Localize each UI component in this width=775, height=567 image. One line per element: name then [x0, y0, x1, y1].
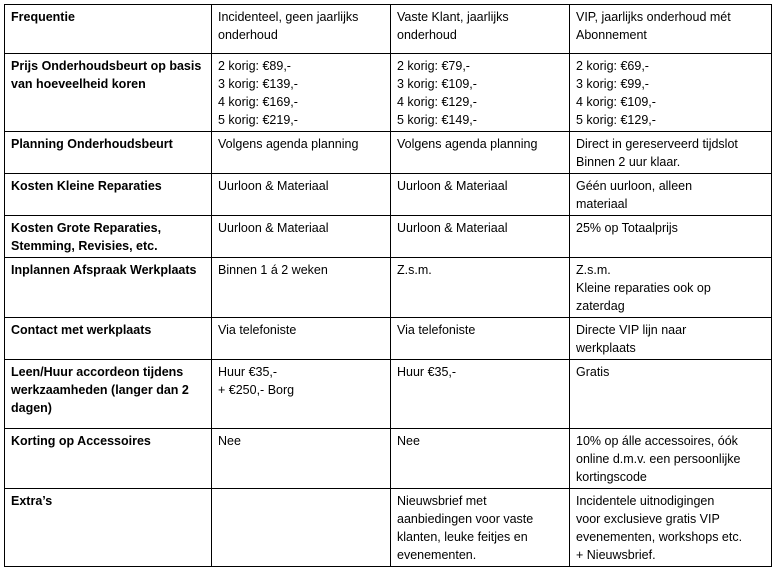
- cell-line: online d.m.v. een persoonlijke: [576, 452, 741, 466]
- header-cell-regular: [391, 5, 570, 54]
- cell-line: Directe VIP lijn naar: [576, 323, 687, 337]
- cell-incidental: [212, 318, 391, 360]
- header-cell-incidental: [212, 5, 391, 54]
- cell-line: 3 korig: €99,-: [576, 77, 649, 91]
- row-label-cell: [5, 132, 212, 174]
- cell-line: Kleine reparaties ook op: [576, 281, 711, 295]
- cell-line: Gratis: [576, 365, 610, 379]
- table-row: [5, 132, 772, 174]
- cell-line: Uurloon & Materiaal: [397, 179, 508, 193]
- cell-regular: [391, 318, 570, 360]
- cell-regular: [391, 54, 570, 132]
- table-row: [5, 54, 772, 132]
- cell-regular: [391, 429, 570, 489]
- cell-line: 3 korig: €139,-: [218, 77, 298, 91]
- cell-vip: [570, 258, 772, 318]
- row-label-cell: [5, 318, 212, 360]
- cell-incidental: [212, 54, 391, 132]
- cell-line: 4 korig: €129,-: [397, 95, 477, 109]
- cell-line: Z.s.m.: [397, 263, 432, 277]
- cell-line: Huur €35,-: [218, 365, 278, 379]
- table-row: [5, 318, 772, 360]
- cell-line: Direct in gereserveerd tijdslot: [576, 137, 738, 151]
- cell-line: 2 korig: €69,-: [576, 59, 649, 73]
- cell-line: 25% op Totaalprijs: [576, 221, 678, 235]
- row-label-line: van hoeveelheid koren: [11, 77, 146, 91]
- header-row: [5, 5, 772, 54]
- cell-line: 5 korig: €129,-: [576, 113, 656, 127]
- table-row: [5, 174, 772, 216]
- row-label-cell: [5, 174, 212, 216]
- table-row: [5, 489, 772, 567]
- cell-line: Huur €35,-: [397, 365, 457, 379]
- cell-line: Uurloon & Materiaal: [397, 221, 508, 235]
- row-label-line: Inplannen Afspraak Werkplaats: [11, 263, 197, 277]
- row-label-line: Kosten Grote Reparaties,: [11, 221, 162, 235]
- cell-line: kortingscode: [576, 470, 647, 484]
- cell-line: Uurloon & Materiaal: [218, 221, 329, 235]
- cell-line: zaterdag: [576, 299, 625, 313]
- header-line: VIP, jaarlijks onderhoud mét: [576, 10, 731, 24]
- row-label-line: dagen): [11, 401, 52, 415]
- row-label-cell: [5, 360, 212, 429]
- cell-line: Incidentele uitnodigingen: [576, 494, 715, 508]
- cell-regular: [391, 174, 570, 216]
- table-row: [5, 216, 772, 258]
- cell-line: Via telefoniste: [218, 323, 297, 337]
- cell-incidental: [212, 174, 391, 216]
- row-label-cell: [5, 489, 212, 567]
- cell-vip: [570, 216, 772, 258]
- row-label-line: Kosten Kleine Reparaties: [11, 179, 162, 193]
- header-line: Abonnement: [576, 28, 647, 42]
- cell-vip: [570, 132, 772, 174]
- cell-line: Binnen 1 á 2 weken: [218, 263, 328, 277]
- cell-line: klanten, leuke feitjes en: [397, 530, 528, 544]
- table-row: [5, 360, 772, 429]
- cell-vip: [570, 429, 772, 489]
- header-line: onderhoud: [397, 28, 457, 42]
- header-label-cell: [5, 5, 212, 54]
- cell-vip: [570, 174, 772, 216]
- row-label-line: Prijs Onderhoudsbeurt op basis: [11, 59, 202, 73]
- cell-line: voor exclusieve gratis VIP: [576, 512, 720, 526]
- row-label-line: werkzaamheden (langer dan 2: [11, 383, 189, 397]
- cell-line: 2 korig: €89,-: [218, 59, 291, 73]
- cell-vip: [570, 360, 772, 429]
- row-label-cell: [5, 54, 212, 132]
- cell-line: Nee: [397, 434, 420, 448]
- header-line: onderhoud: [218, 28, 278, 42]
- cell-regular: [391, 132, 570, 174]
- row-label-line: Contact met werkplaats: [11, 323, 152, 337]
- row-label-line: Leen/Huur accordeon tijdens: [11, 365, 184, 379]
- header-line: Incidenteel, geen jaarlijks: [218, 10, 359, 24]
- cell-incidental: [212, 216, 391, 258]
- cell-line: + €250,- Borg: [218, 383, 295, 397]
- cell-line: Nee: [218, 434, 241, 448]
- cell-line: evenementen.: [397, 548, 477, 562]
- row-label-cell: [5, 258, 212, 318]
- cell-line: Uurloon & Materiaal: [218, 179, 329, 193]
- cell-line: materiaal: [576, 197, 628, 211]
- cell-line: Volgens agenda planning: [397, 137, 538, 151]
- row-label-line: Korting op Accessoires: [11, 434, 151, 448]
- cell-regular: [391, 216, 570, 258]
- cell-line: 5 korig: €149,-: [397, 113, 477, 127]
- cell-incidental: [212, 360, 391, 429]
- row-label-line: Planning Onderhoudsbeurt: [11, 137, 173, 151]
- cell-line: Volgens agenda planning: [218, 137, 359, 151]
- cell-line: Z.s.m.: [576, 263, 611, 277]
- cell-line: 2 korig: €79,-: [397, 59, 470, 73]
- table-body: [5, 5, 772, 567]
- row-label-cell: [5, 429, 212, 489]
- cell-vip: [570, 489, 772, 567]
- cell-incidental: [212, 429, 391, 489]
- header-label: Frequentie: [11, 10, 75, 24]
- cell-incidental: [212, 258, 391, 318]
- row-label-line: Extra’s: [11, 494, 53, 508]
- row-label-cell: [5, 216, 212, 258]
- cell-line: evenementen, workshops etc.: [576, 530, 743, 544]
- cell-line: aanbiedingen voor vaste: [397, 512, 534, 526]
- cell-regular: [391, 360, 570, 429]
- cell-line: Binnen 2 uur klaar.: [576, 155, 681, 169]
- cell-line: + Nieuwsbrief.: [576, 548, 656, 562]
- header-cell-vip: [570, 5, 772, 54]
- header-line: Vaste Klant, jaarlijks: [397, 10, 509, 24]
- cell-regular: [391, 258, 570, 318]
- cell-line: 5 korig: €219,-: [218, 113, 298, 127]
- cell-vip: [570, 54, 772, 132]
- cell-incidental: [212, 489, 391, 567]
- cell-line: Via telefoniste: [397, 323, 476, 337]
- cell-regular: [391, 489, 570, 567]
- cell-line: werkplaats: [576, 341, 636, 355]
- cell-line: 3 korig: €109,-: [397, 77, 477, 91]
- pricing-comparison-table: [4, 4, 772, 567]
- table-row: [5, 258, 772, 318]
- row-label-line: Stemming, Revisies, etc.: [11, 239, 158, 253]
- cell-line: Nieuwsbrief met: [397, 494, 487, 508]
- cell-line: 10% op álle accessoires, óók: [576, 434, 738, 448]
- cell-line: 4 korig: €109,-: [576, 95, 656, 109]
- cell-incidental: [212, 132, 391, 174]
- cell-line: Géén uurloon, alleen: [576, 179, 693, 193]
- cell-vip: [570, 318, 772, 360]
- cell-line: 4 korig: €169,-: [218, 95, 298, 109]
- table-row: [5, 429, 772, 489]
